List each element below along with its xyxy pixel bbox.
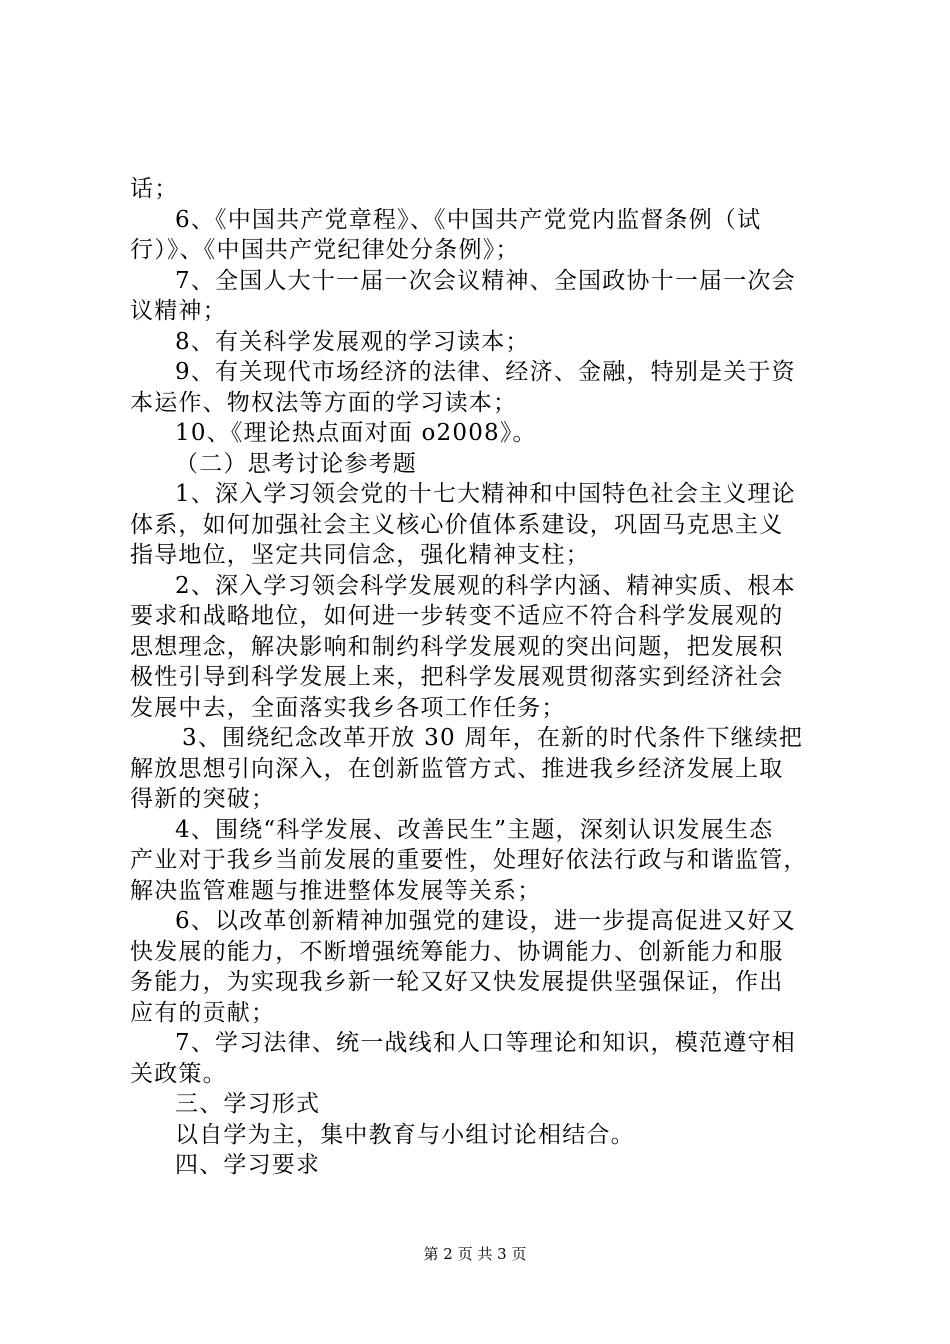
text-line: 话； <box>130 176 179 202</box>
text-line: 6、《中国共产党章程》、《中国共产党党内监督条例（试 <box>175 206 762 233</box>
text-line: 发展中去，全面落实我乡各项工作任务； <box>130 694 566 721</box>
text-line: 务能力，为实现我乡新一轮又好又快发展提供坚强保证，作出 <box>130 969 784 995</box>
text-line: 极性引导到科学发展上来，把科学发展观贯彻落实到经济社会 <box>130 664 784 690</box>
text-line: 本运作、物权法等方面的学习读本； <box>130 389 518 416</box>
text-line: 7、学习法律、统一战线和人口等理论和知识，模范遵守相 <box>175 1030 796 1056</box>
document-body <box>130 174 835 1181</box>
text-line: 思想理念，解决影响和制约科学发展观的突出问题，把发展积 <box>130 633 784 660</box>
text-line: 要求和战略地位，如何进一步转变不适应不符合科学发展观的 <box>130 603 784 629</box>
text-line: 8、有关科学发展观的学习读本； <box>175 328 530 355</box>
text-line: （二）思考讨论参考题 <box>175 450 417 477</box>
text-line: 2、深入学习领会科学发展观的科学内涵、精神实质、根本 <box>175 572 796 599</box>
text-line: 得新的突破； <box>130 786 276 812</box>
text-line: 10、《理论热点面对面 o2008》。 <box>175 420 537 446</box>
text-line: 1、深入学习领会党的十七大精神和中国特色社会主义理论 <box>175 481 796 507</box>
text-line: 应有的贡献； <box>130 999 276 1026</box>
text-line: 四、学习要求 <box>175 1152 321 1178</box>
text-line: 产业对于我乡当前发展的重要性，处理好依法行政与和谐监管， <box>130 847 808 873</box>
text-line: 7、全国人大十一届一次会议精神、全国政协十一届一次会 <box>175 267 796 294</box>
text-line: 3、围绕纪念改革开放 30 周年，在新的时代条件下继续把 <box>182 725 804 751</box>
text-line: 议精神； <box>130 298 227 324</box>
text-line: 行）》、《中国共产党纪律处分条例》； <box>130 237 520 263</box>
text-line: 关政策。 <box>130 1060 227 1087</box>
text-line: 解放思想引向深入，在创新监管方式、推进我乡经济发展上取 <box>130 755 784 782</box>
text-line: 以自学为主，集中教育与小组讨论相结合。 <box>175 1121 635 1148</box>
text-line: 9、有关现代市场经济的法律、经济、金融，特别是关于资 <box>175 359 796 385</box>
text-line: 指导地位，坚定共同信念，强化精神支柱； <box>130 542 590 568</box>
text-line: 快发展的能力，不断增强统筹能力、协调能力、创新能力和服 <box>130 938 784 965</box>
text-line: 解决监管难题与推进整体发展等关系； <box>130 877 542 904</box>
text-line: 体系，如何加强社会主义核心价值体系建设，巩固马克思主义 <box>130 511 784 538</box>
text-line: 三、学习形式 <box>175 1091 321 1117</box>
text-line: 4、围绕“科学发展、改善民生”主题，深刻认识发展生态 <box>175 816 774 843</box>
text-line: 6、以改革创新精神加强党的建设，进一步提高促进又好又 <box>175 908 796 934</box>
page-footer: 第 2 页 共 3 页 <box>423 1245 527 1263</box>
